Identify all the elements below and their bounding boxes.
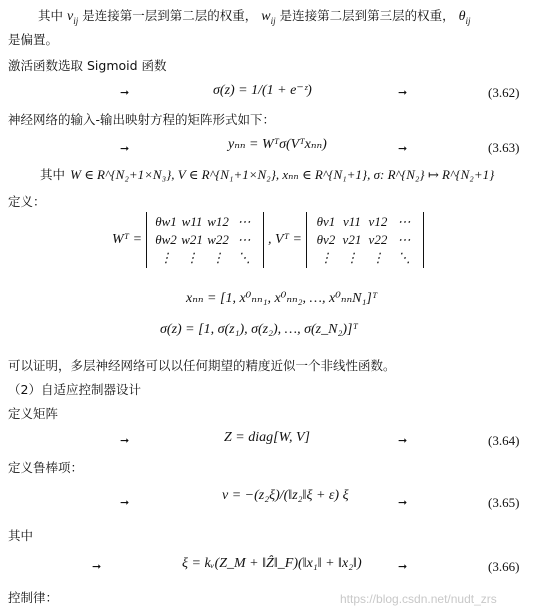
equation-marker: ➞ bbox=[120, 434, 130, 447]
matrix-vt-label: , Vᵀ = bbox=[268, 232, 302, 247]
text-where-2: 其中 bbox=[40, 167, 66, 182]
matrix-cell: θw2 bbox=[155, 232, 177, 247]
formula-nn: yₙₙ = Wᵀσ(Vᵀxₙₙ) bbox=[228, 137, 327, 152]
equation-marker: ➞ bbox=[120, 142, 130, 155]
matrix-cell: v21 bbox=[342, 232, 362, 247]
matrix-cell: θv2 bbox=[316, 232, 336, 247]
intro-line-2: 是偏置。 bbox=[8, 32, 59, 47]
symbol-v-ij: $v_{ij}$ bbox=[67, 9, 79, 26]
define-matrix-line: 定义矩阵 bbox=[8, 406, 59, 421]
equation-marker: ➞ bbox=[398, 560, 408, 573]
text-weight-1-2: 是连接第一层到第二层的权重， bbox=[82, 8, 258, 23]
matrix-cell: ⋮ bbox=[345, 250, 359, 265]
symbol-theta-ij: $\theta_{ij}$ bbox=[458, 9, 471, 26]
watermark: https://blog.csdn.net/nudt_zrs bbox=[340, 592, 497, 606]
intro-line-1 bbox=[38, 6, 470, 26]
formula-v: v = −(z₂ξ)/(‖z₂‖ξ + ε) ξ bbox=[222, 488, 349, 503]
matrix-cell: ⋮ bbox=[159, 250, 173, 265]
formula-sigma-vector: σ(z) = [1, σ(z₁), σ(z₂), …, σ(z_N₂)]ᵀ bbox=[160, 322, 358, 337]
equation-marker: ➞ bbox=[398, 86, 408, 99]
matrix-cell: θw1 bbox=[155, 214, 177, 229]
formula-xi: ξ = kᵥ(Z_M + ‖Ẑ‖_F)(‖x₁‖ + ‖x₂‖) bbox=[182, 556, 362, 571]
matrix-cell: θv1 bbox=[316, 214, 336, 229]
proof-line: 可以证明，多层神经网络可以以任何期望的精度近似一个非线性函数。 bbox=[8, 358, 396, 373]
equation-marker: ➞ bbox=[398, 496, 408, 509]
matrix-cell: ⋮ bbox=[371, 250, 385, 265]
matrix-cell: ⋮ bbox=[211, 250, 225, 265]
equation-marker: ➞ bbox=[398, 434, 408, 447]
where-line: 其中 bbox=[8, 528, 34, 543]
matrix-cell: ⋯ bbox=[237, 214, 251, 229]
equation-number-3-64: (3.64) bbox=[488, 433, 520, 448]
text-where: 其中 bbox=[38, 8, 64, 23]
equation-number-3-65: (3.65) bbox=[488, 495, 520, 510]
matrix-cell: w12 bbox=[207, 214, 229, 229]
matrix-cell: ⋯ bbox=[397, 232, 411, 247]
matrix-cell: ⋮ bbox=[319, 250, 333, 265]
equation-marker: ➞ bbox=[92, 560, 102, 573]
matrix-cell: w21 bbox=[181, 232, 203, 247]
activation-line: 激活函数选取 Sigmoid 函数 bbox=[8, 58, 167, 73]
matrix-wt-label: Wᵀ = bbox=[112, 232, 143, 247]
matrix-definitions bbox=[112, 212, 424, 268]
matrix-cell: v22 bbox=[368, 232, 388, 247]
equation-number-3-66: (3.66) bbox=[488, 559, 520, 574]
equation-number-3-63: (3.63) bbox=[488, 140, 520, 155]
matrix-cell: w22 bbox=[207, 232, 229, 247]
matrix-cell: ⋯ bbox=[237, 232, 251, 247]
formula-xnn: xₙₙ = [1, x⁰ₙₙ₁, x⁰ₙₙ₂, …, x⁰ₙₙN₁]ᵀ bbox=[186, 291, 378, 306]
matrix-cell: ⋱ bbox=[397, 250, 411, 265]
equation-marker: ➞ bbox=[120, 86, 130, 99]
matrix-cell: ⋱ bbox=[237, 250, 251, 265]
matrix-cell: v12 bbox=[368, 214, 388, 229]
symbol-w-ij: $w_{ij}$ bbox=[261, 9, 276, 26]
formula-sigmoid: σ(z) = 1/(1 + e⁻ᶻ) bbox=[213, 83, 312, 98]
formula-z: Z = diag[W, V] bbox=[224, 430, 310, 445]
matrix-cell: ⋮ bbox=[185, 250, 199, 265]
equation-marker: ➞ bbox=[398, 142, 408, 155]
formula-dims: W ∈ R^{N₂+1×N₃}, V ∈ R^{N₁+1×N₂}, xₙₙ ∈ R^{N₁+1}, σ: R^{N₂} ↦ R^{N₂+1} bbox=[70, 167, 495, 182]
matrix-vt bbox=[306, 212, 424, 268]
matrix-wt bbox=[146, 212, 264, 268]
matrix-cell: w11 bbox=[181, 214, 203, 229]
control-law-line: 控制律： bbox=[8, 590, 59, 605]
nn-form-line: 神经网络的输入-输出映射方程的矩阵形式如下： bbox=[8, 112, 276, 127]
define-line: 定义： bbox=[8, 194, 46, 209]
section-heading: （2）自适应控制器设计 bbox=[8, 382, 141, 397]
dims-line bbox=[40, 164, 494, 183]
define-robust-line: 定义鲁棒项： bbox=[8, 460, 84, 475]
matrix-cell: ⋯ bbox=[397, 214, 411, 229]
equation-marker: ➞ bbox=[120, 496, 130, 509]
text-weight-2-3: 是连接第二层到第三层的权重， bbox=[279, 8, 455, 23]
equation-number-3-62: (3.62) bbox=[488, 85, 520, 100]
matrix-cell: v11 bbox=[343, 214, 361, 229]
